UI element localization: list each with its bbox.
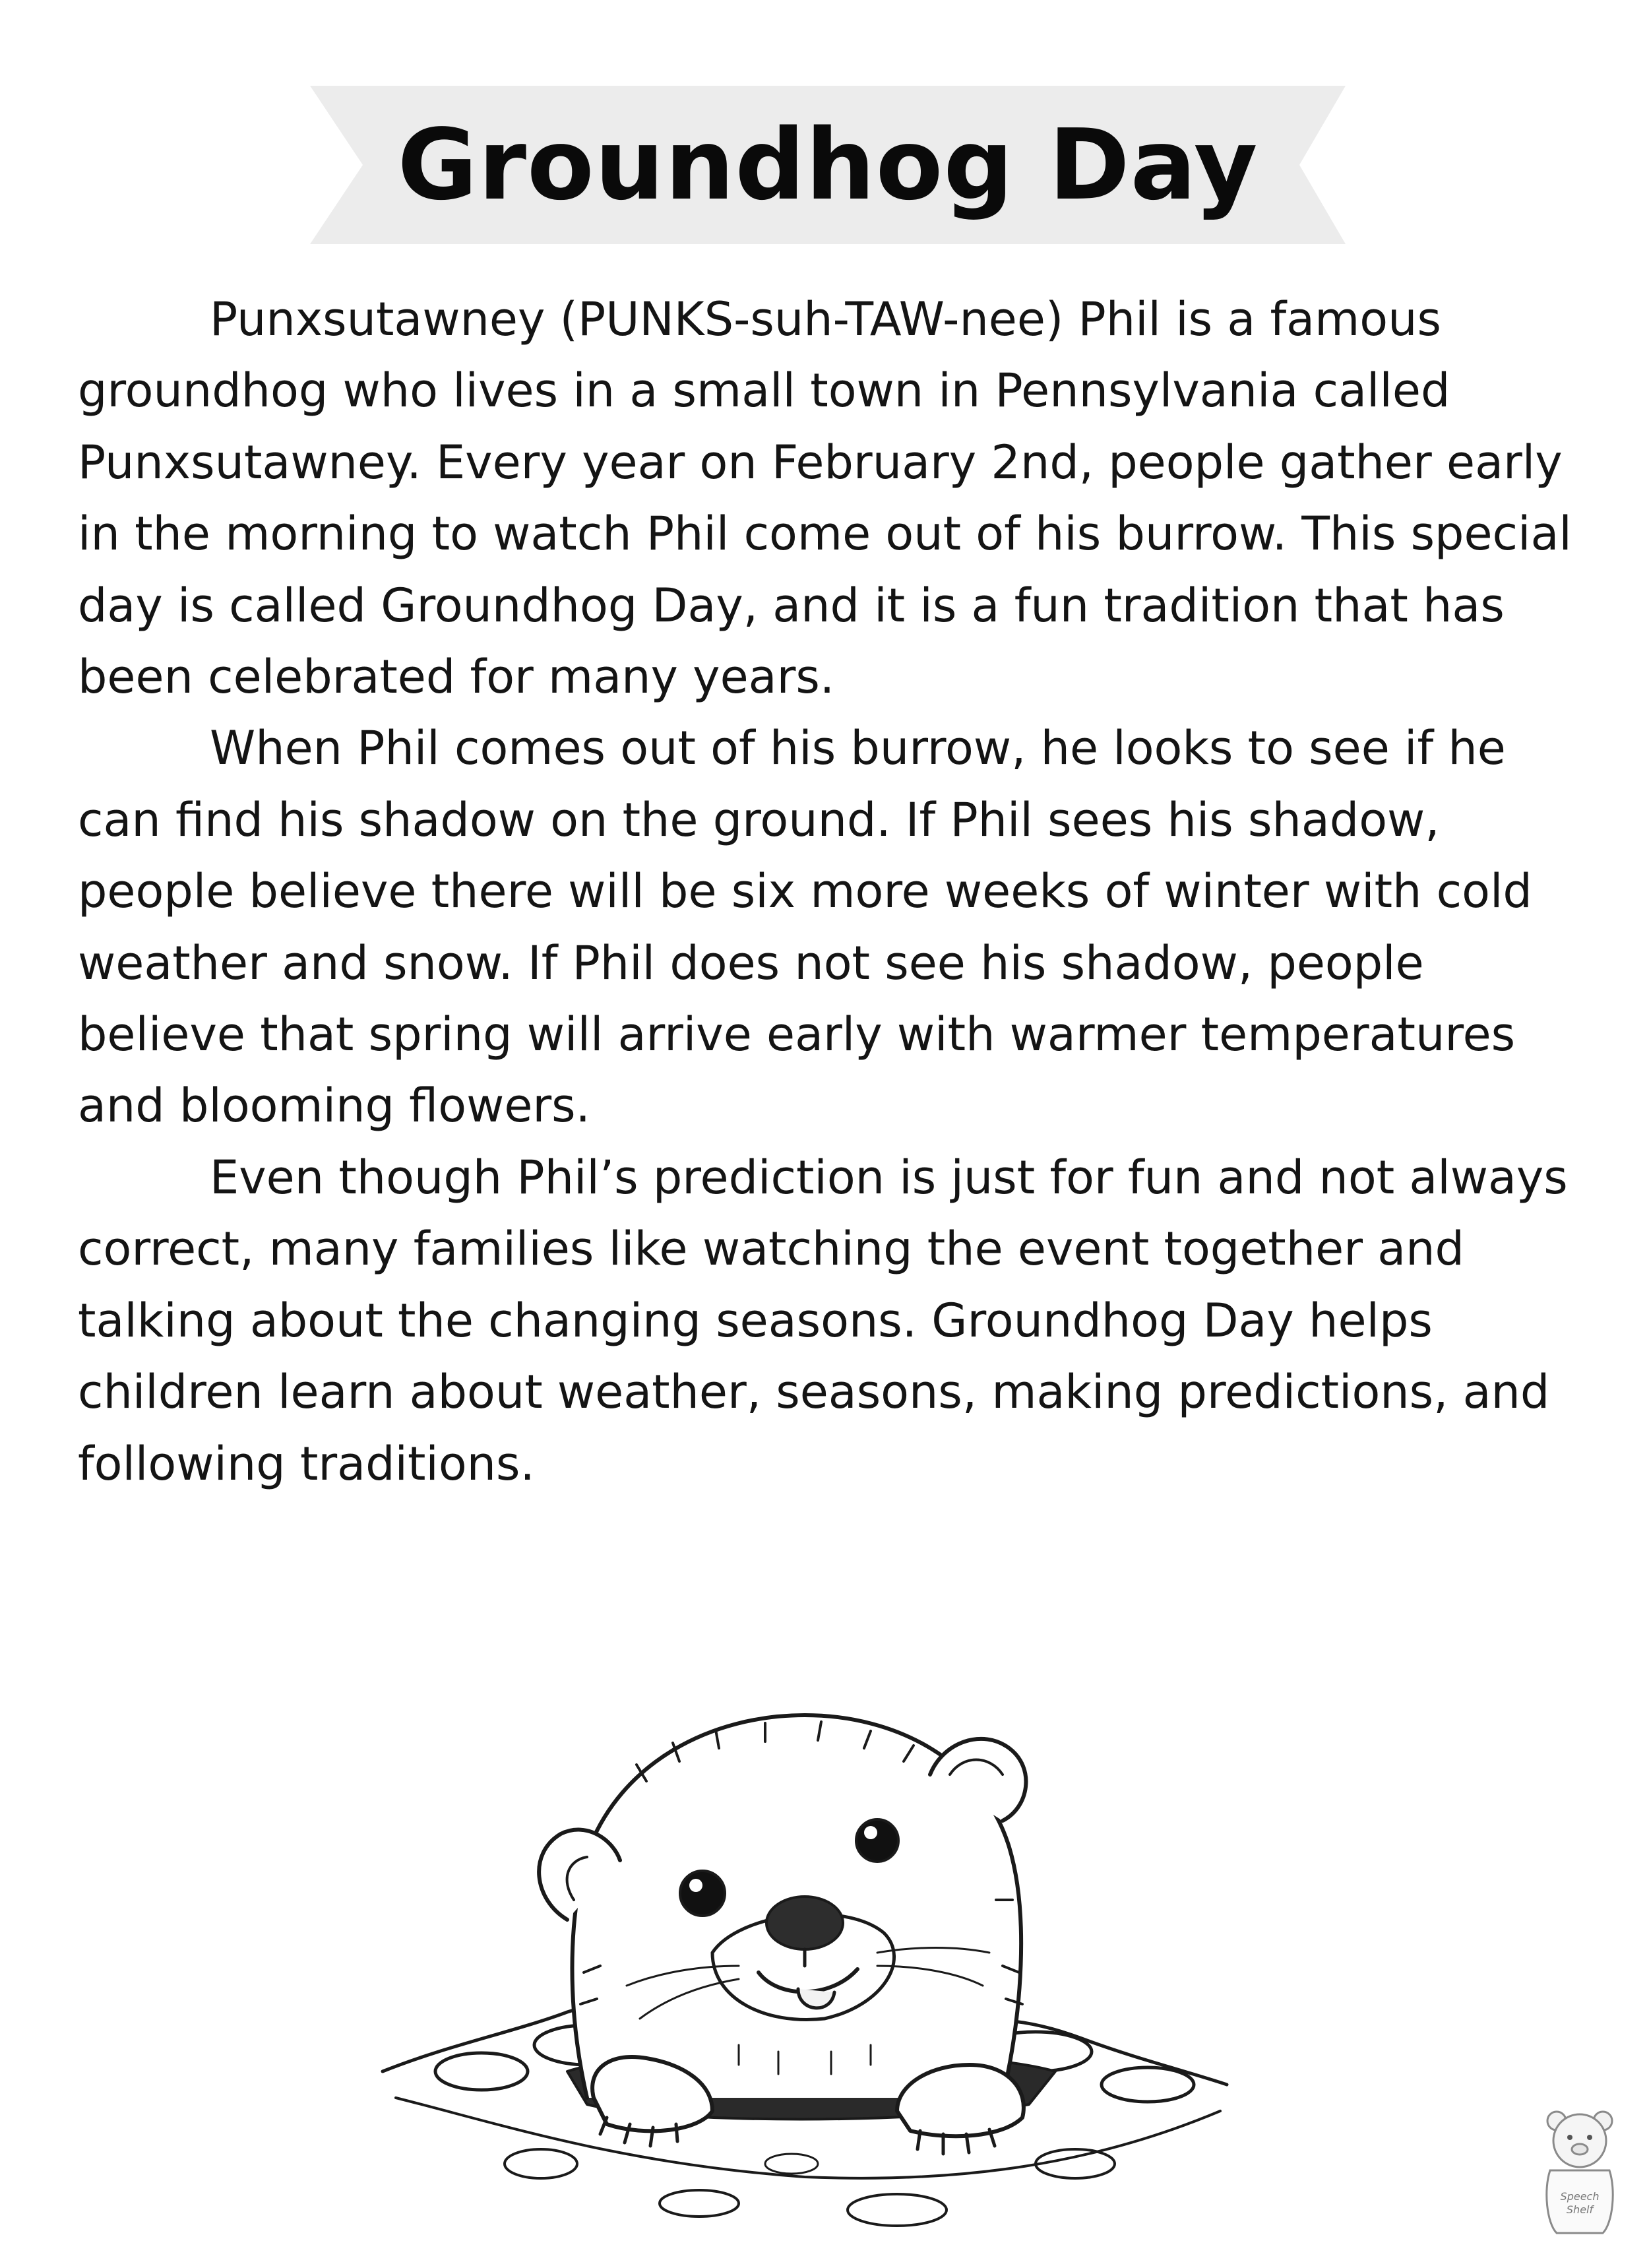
story-text — [78, 284, 1588, 1499]
svg-text:Shelf: Shelf — [1566, 2203, 1594, 2216]
paragraph-1: Punxsutawney (PUNKS-suh-TAW-nee) Phil is a famous groundhog who lives in a small town in Pennsylvania called Punxsutawney. Every year on February 2nd, people gather early in the morning to watch Phil come out of his burrow. This special day is called Groundhog Day, and it is a fun tradition that has been celebrated for many years. — [78, 292, 1572, 705]
paragraph-2: When Phil comes out of his burrow, he looks to see if he can find his shadow on the ground. If Phil sees his shadow, people believe there will be six more weeks of winter with cold weather and snow. If Phil does not see his shadow, people believe that spring will arrive early with warmer temperatures and blooming flowers. — [78, 721, 1532, 1133]
title-banner — [310, 86, 1346, 244]
paragraph-3: Even though Phil’s prediction is just for fun and not always correct, many families like watching the event together and talking about the changing seasons. Groundhog Day helps children learn about weather, seasons, making predictions, and following traditions. — [78, 1150, 1568, 1491]
teddy-bear-logo-icon — [1537, 2104, 1623, 2236]
groundhog-illustration-icon — [369, 1702, 1240, 2243]
page-title: Groundhog Day — [397, 108, 1259, 222]
svg-text:Speech: Speech — [1560, 2190, 1600, 2203]
